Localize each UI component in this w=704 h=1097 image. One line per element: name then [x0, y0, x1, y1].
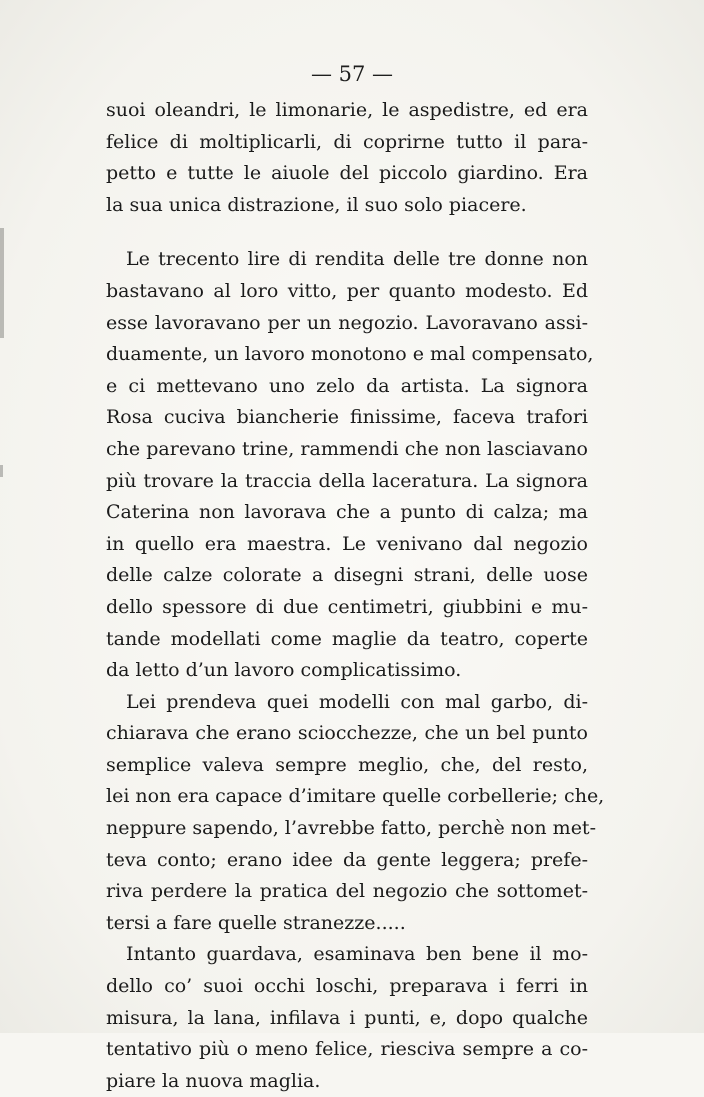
text-line: in quello era maestra. Le venivano dal negozio — [106, 532, 588, 555]
text-line: misura, la lana, infilava i punti, e, dopo qualche — [106, 1006, 588, 1029]
text-line: suoi oleandri, le limonarie, le aspedistre, ed era — [106, 99, 588, 121]
text-line: petto e tutte le aiuole del piccolo giardino. Era — [106, 162, 588, 185]
text-line: tersi a fare quelle stranezze..... — [106, 911, 406, 934]
text-line: da letto d’un lavoro complicatissimo. — [106, 659, 462, 682]
paragraph — [106, 939, 588, 1097]
text-line: tentativo più o meno felice, riesciva sempre a co- — [106, 1038, 588, 1061]
text-line: riva perdere la pratica del negozio che sottomet- — [106, 880, 588, 903]
text-line: Intanto guardava, esaminava ben bene il mo- — [126, 943, 588, 966]
page-edge-shadow-small — [0, 465, 3, 477]
text-line: felice di moltiplicarli, di coprirne tutto il para- — [106, 130, 588, 153]
paragraph — [106, 687, 605, 940]
text-line: dello spessore di due centimetri, giubbini e mu- — [106, 595, 588, 618]
text-line: esse lavoravano per un negozio. Lavoravano assi- — [106, 311, 588, 334]
text-line: la sua unica distrazione, il suo solo piacere. — [106, 193, 527, 216]
text-line: dello co’ suoi occhi loschi, preparava i ferri in — [106, 975, 588, 998]
text-line: teva conto; erano idee da gente leggera; prefe- — [106, 848, 588, 871]
text-line: tande modellati come maglie da teatro, coperte — [106, 627, 588, 650]
text-line: e ci mettevano uno zelo da artista. La signora — [106, 374, 588, 397]
text-line: chiarava che erano sciocchezze, che un bel punto — [106, 722, 588, 745]
page-number: — 57 — — [310, 62, 394, 86]
text-line: semplice valeva sempre meglio, che, del resto, — [106, 753, 588, 776]
text-line: delle calze colorate a disegni strani, delle uose — [106, 564, 588, 587]
text-line: piare la nuova maglia. — [106, 1069, 321, 1092]
text-line: neppure sapendo, l’avrebbe fatto, perchè non met- — [106, 817, 596, 840]
page-edge-shadow — [0, 228, 4, 338]
text-line: duamente, un lavoro monotono e mal compensato, — [106, 343, 594, 366]
text-line: che parevano trine, rammendi che non lasciavano — [106, 437, 588, 460]
body-text — [106, 95, 605, 1097]
text-line: Lei prendeva quei modelli con mal garbo, di- — [126, 690, 588, 713]
text-line: Caterina non lavorava che a punto di calza; ma — [106, 501, 588, 524]
text-line: Rosa cuciva biancherie finissime, faceva trafori — [106, 406, 588, 429]
text-line: bastavano al loro vitto, per quanto modesto. Ed — [106, 279, 588, 302]
text-line: Le trecento lire di rendita delle tre donne non — [126, 248, 588, 271]
paragraph-gap — [106, 221, 588, 244]
text-line: più trovare la traccia della laceratura. La signora — [106, 469, 588, 492]
text-line: lei non era capace d’imitare quelle corbellerie; che, — [106, 785, 605, 808]
paragraph — [106, 244, 594, 686]
paragraph — [106, 95, 588, 221]
